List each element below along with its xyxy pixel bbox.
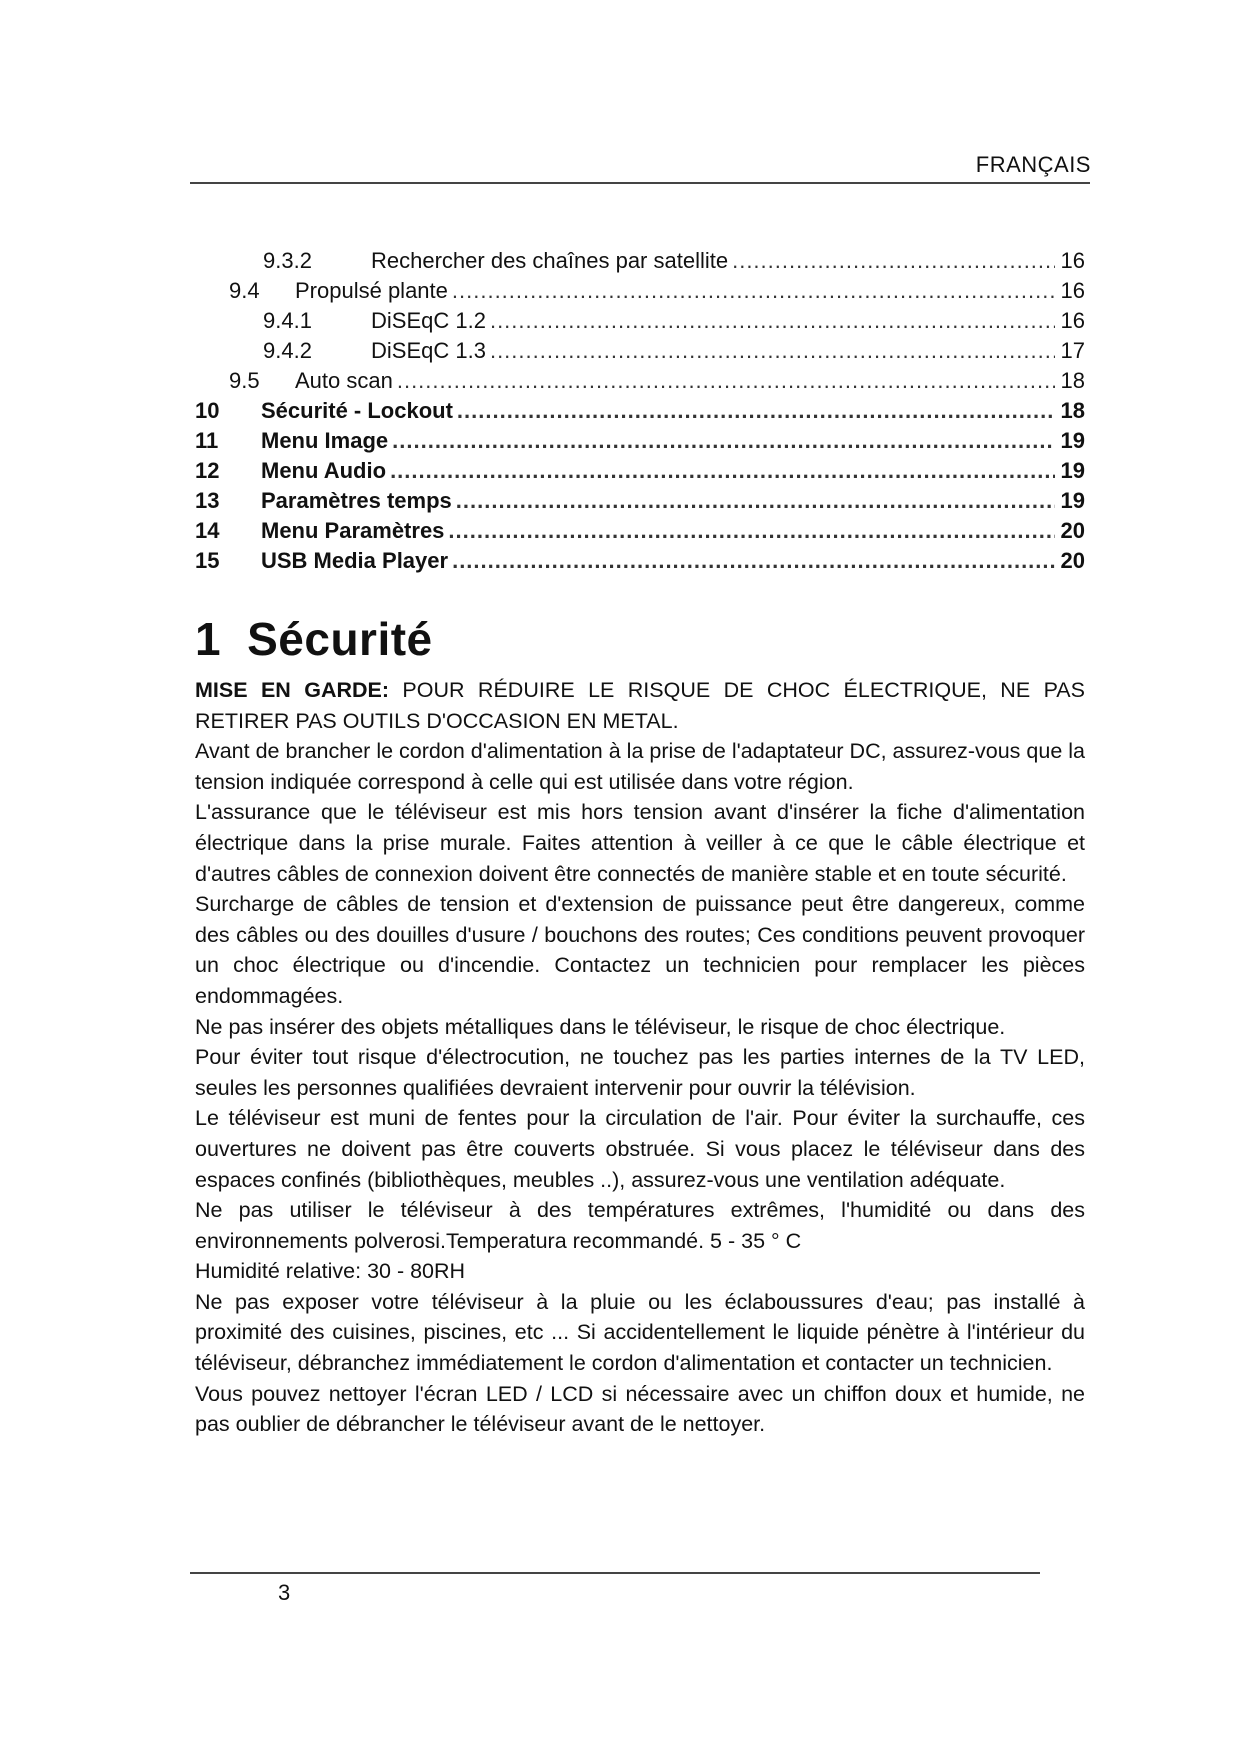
toc-dot-leader [390, 458, 1055, 484]
toc-dot-leader [452, 548, 1055, 574]
toc-entry-page: 19 [1060, 458, 1085, 483]
paragraph: Humidité relative: 30 - 80RH [195, 1259, 466, 1284]
toc-entry[interactable] [195, 248, 1085, 278]
toc-entry-number: 9.3.2 [263, 248, 312, 273]
toc-entry-page: 19 [1060, 488, 1085, 513]
toc-dot-leader [732, 248, 1055, 274]
footer-rule [190, 1572, 1040, 1574]
toc-entry[interactable] [195, 368, 1085, 398]
toc-entry-number: 9.4.1 [263, 308, 312, 333]
toc-entry-page: 17 [1060, 338, 1085, 363]
toc-entry-page: 19 [1060, 428, 1085, 453]
paragraph: Pour éviter tout risque d'électrocution, ne touchez pas les parties internes de la TV LED, seules les personnes qualifiées devraient intervenir pour ouvrir la télévision. [195, 1045, 1085, 1100]
paragraph: Ne pas utiliser le téléviseur à des températures extrêmes, l'humidité ou dans des environnements polverosi.Temperatura recommandé. 5 - 35 ° C [195, 1198, 1085, 1253]
warning-paragraph [195, 675, 1085, 736]
toc-dot-leader [397, 368, 1055, 394]
toc-dot-leader [392, 428, 1055, 454]
toc-entry[interactable] [195, 278, 1085, 308]
toc-entry[interactable] [195, 548, 1085, 578]
toc-entry-title: Paramètres temps [261, 488, 452, 513]
toc-entry-title: DiSEqC 1.3 [371, 338, 486, 363]
toc-entry-number: 12 [195, 458, 220, 483]
toc-entry-page: 16 [1060, 308, 1085, 333]
toc-entry-number: 13 [195, 488, 220, 513]
toc-entry-title: Rechercher des chaînes par satellite [371, 248, 729, 273]
toc-entry-page: 20 [1060, 548, 1085, 573]
paragraph: L'assurance que le téléviseur est mis hors tension avant d'insérer la fiche d'alimentation électrique dans la prise murale. Faites attention à veiller à ce que le câble électrique et d'autres câbles de connexion doivent être connectés de manière stable et en toute sécurité. [195, 800, 1085, 886]
page-number: 3 [278, 1580, 291, 1605]
paragraph: Vous pouvez nettoyer l'écran LED / LCD si nécessaire avec un chiffon doux et humide, ne pas oublier de débrancher le téléviseur avant de le nettoyer. [195, 1381, 1085, 1437]
paragraph: Ne pas exposer votre téléviseur à la pluie ou les éclaboussures d'eau; pas installé à proximité des cuisines, piscines, etc ... Si accidentellement le liquide pénètre à l'intérieur du téléviseur, débranchez immédiatement le cordon d'alimentation et contacter un technicien. [195, 1289, 1085, 1376]
paragraph: Ne pas insérer des objets métalliques dans le téléviseur, le risque de choc électrique. [195, 1014, 1006, 1039]
toc-entry-title: DiSEqC 1.2 [371, 308, 486, 333]
paragraph: Surcharge de câbles de tension et d'extension de puissance peut être dangereux, comme des câbles ou des douilles d'usure / bouchons des routes; Ces conditions peuvent provoquer un choc électrique ou d'incendie. Contactez un technicien pour remplacer les pièces endommagées. [195, 892, 1085, 1008]
toc-entry[interactable] [195, 308, 1085, 338]
toc-entry-page: 16 [1060, 278, 1085, 303]
toc-entry-title: Menu Audio [261, 458, 387, 483]
toc-entry[interactable] [195, 428, 1085, 458]
section-heading [195, 612, 433, 666]
toc-entry-number: 9.5 [229, 368, 260, 393]
toc-entry-page: 18 [1060, 398, 1085, 423]
toc-dot-leader [448, 518, 1055, 544]
toc-entry-title: USB Media Player [261, 548, 449, 573]
toc-entry-number: 10 [195, 398, 220, 423]
toc-entry-number: 9.4 [229, 278, 260, 303]
toc-entry[interactable] [195, 338, 1085, 368]
warning-text: POUR RÉDUIRE LE RISQUE DE CHOC ÉLECTRIQUE, NE PAS RETIRER PAS OUTILS D'OCCASION EN METAL. [195, 678, 1085, 733]
toc-entry-number: 14 [195, 518, 220, 543]
toc-dot-leader [490, 338, 1055, 364]
toc-entry-number: 11 [195, 428, 219, 453]
toc-dot-leader [490, 308, 1055, 334]
header-rule [190, 182, 1090, 184]
table-of-contents [195, 248, 1085, 578]
toc-entry[interactable] [195, 518, 1085, 548]
warning-label: MISE EN GARDE: [195, 678, 390, 702]
toc-entry-title: Menu Image [261, 428, 389, 453]
toc-entry-page: 18 [1060, 368, 1085, 393]
toc-dot-leader [452, 278, 1055, 304]
safety-text [195, 675, 1085, 1440]
toc-dot-leader [457, 398, 1055, 424]
toc-entry-number: 9.4.2 [263, 338, 312, 363]
toc-dot-leader [456, 488, 1055, 514]
running-header: FRANÇAIS [975, 152, 1091, 177]
toc-entry-title: Sécurité - Lockout [261, 398, 453, 423]
toc-entry-title: Auto scan [295, 368, 393, 393]
paragraph: Avant de brancher le cordon d'alimentation à la prise de l'adaptateur DC, assurez-vous que la tension indiquée correspond à celle qui est utilisée dans votre région. [195, 739, 1085, 794]
toc-entry[interactable] [195, 398, 1085, 428]
toc-entry[interactable] [195, 458, 1085, 488]
toc-entry-title: Menu Paramètres [261, 518, 445, 543]
toc-entry[interactable] [195, 488, 1085, 518]
toc-entry-page: 20 [1060, 518, 1085, 543]
section-number: 1 [195, 613, 222, 665]
toc-entry-number: 15 [195, 548, 220, 573]
paragraph: Le téléviseur est muni de fentes pour la circulation de l'air. Pour éviter la surchauffe, ces ouvertures ne doivent pas être couverts obstruée. Si vous placez le téléviseur dans des espaces confinés (bibliothèques, meubles ..), assurez-vous une ventilation adéquate. [195, 1106, 1085, 1192]
toc-entry-title: Propulsé plante [295, 278, 448, 303]
toc-entry-page: 16 [1060, 248, 1085, 273]
section-title: Sécurité [247, 613, 433, 665]
